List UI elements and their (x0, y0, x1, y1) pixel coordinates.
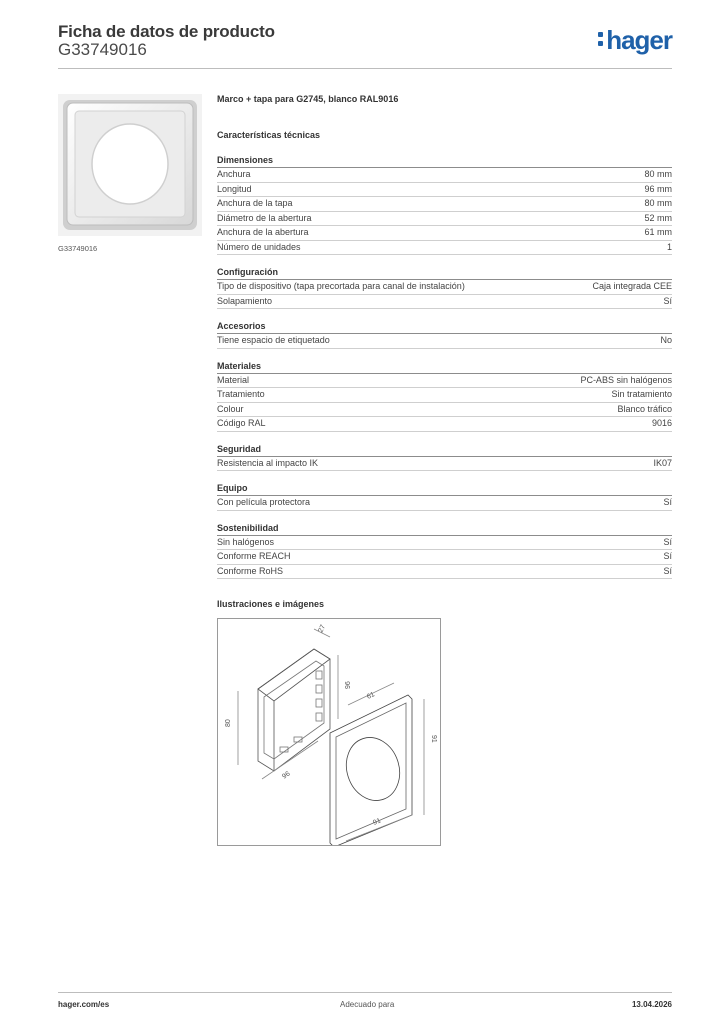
spec-row (217, 241, 672, 256)
spec-value: 96 mm (644, 183, 672, 194)
spec-group (217, 154, 672, 255)
spec-row (217, 334, 672, 349)
page-header (58, 20, 672, 69)
group-title: Accesorios (217, 320, 672, 334)
spec-value: 80 mm (644, 169, 672, 179)
spec-row (217, 280, 672, 295)
footer-note: Adecuado para (340, 1000, 395, 1009)
dim-opening: 61 (365, 691, 376, 701)
group-title: Equipo (217, 482, 672, 496)
spec-group (217, 360, 672, 432)
footer-date: 13.04.2026 (631, 1000, 672, 1009)
spec-row (217, 226, 672, 241)
spec-label: Longitud (217, 183, 252, 194)
illustrations-title: Ilustraciones e imágenes (217, 599, 325, 609)
spec-label: Código RAL (217, 418, 266, 428)
spec-label: Diámetro de la abertura (217, 212, 312, 223)
dim-cover-width: 91 (372, 817, 382, 827)
spec-row (217, 457, 672, 472)
spec-row (217, 496, 672, 511)
spec-row (217, 197, 672, 212)
spec-row (217, 536, 672, 551)
spec-label: Solapamiento (217, 295, 273, 306)
tech-section-title: Características técnicas (217, 130, 321, 140)
spec-value: Sí (663, 497, 672, 507)
spec-label: Tiene espacio de etiquetado (217, 335, 330, 345)
page-title: Ficha de datos de producto (58, 22, 275, 41)
spec-value: 52 mm (644, 212, 672, 223)
dim-width: 80 (225, 719, 232, 727)
footer-website[interactable]: hager.com/es (58, 1000, 110, 1009)
spec-row (217, 295, 672, 310)
spec-row (217, 550, 672, 565)
spec-label: Anchura (217, 169, 251, 179)
dim-depth: 27 (317, 623, 328, 634)
technical-drawing (217, 618, 441, 846)
spec-label: Resistencia al impacto IK (217, 457, 319, 468)
spec-value: No (660, 335, 672, 345)
spec-value: Caja integrada CEE (592, 281, 672, 291)
dim-length: 96 (281, 770, 292, 781)
group-title: Materiales (217, 360, 672, 374)
spec-label: Tratamiento (217, 389, 265, 399)
spec-row (217, 212, 672, 227)
product-name: Marco + tapa para G2745, blanco RAL9016 (217, 94, 399, 104)
frame-photo-icon (58, 94, 202, 236)
spec-value: Sí (663, 295, 672, 306)
group-title: Seguridad (217, 443, 672, 457)
spec-label: Tipo de dispositivo (tapa precortada para canal de instalación) (217, 281, 465, 291)
photo-caption: G33749016 (58, 244, 98, 253)
group-title: Dimensiones (217, 154, 672, 168)
spec-label: Anchura de la abertura (217, 227, 309, 237)
spec-row (217, 374, 672, 389)
spec-label: Anchura de la tapa (217, 198, 293, 208)
spec-value: IK07 (653, 457, 672, 468)
group-title: Configuración (217, 266, 672, 280)
spec-row (217, 168, 672, 183)
spec-value: 1 (666, 241, 672, 252)
spec-row (217, 403, 672, 418)
spec-value: PC-ABS sin halógenos (580, 374, 672, 385)
spec-value: Blanco tráfico (617, 403, 672, 414)
spec-content (217, 92, 672, 611)
group-title: Sostenibilidad (217, 522, 672, 536)
spec-value: 9016 (651, 418, 672, 428)
spec-group (217, 443, 672, 472)
spec-group (217, 266, 672, 309)
spec-label: Material (217, 374, 250, 385)
spec-row (217, 388, 672, 403)
spec-row (217, 417, 672, 432)
spec-label: Con película protectora (217, 497, 311, 507)
spec-row (217, 183, 672, 198)
logo-text: hager (606, 25, 672, 55)
product-code: G33749016 (58, 40, 147, 59)
spec-value: Sí (663, 565, 672, 576)
dimension-drawing-icon (218, 619, 440, 845)
spec-group (217, 522, 672, 580)
hager-logo (598, 26, 672, 54)
spec-value: Sin tratamiento (611, 389, 672, 399)
spec-group (217, 320, 672, 349)
logo-colon-icon (598, 32, 605, 52)
spec-label: Conforme REACH (217, 551, 291, 561)
spec-value: Sí (663, 536, 672, 547)
page-footer (58, 992, 672, 1017)
spec-label: Colour (217, 403, 244, 414)
spec-value: Sí (663, 551, 672, 561)
product-photo (58, 94, 202, 236)
spec-value: 61 mm (644, 227, 672, 237)
spec-groups (217, 154, 672, 579)
spec-value: 80 mm (644, 198, 672, 208)
spec-label: Conforme RoHS (217, 565, 284, 576)
dim-height: 96 (345, 681, 352, 689)
spec-group (217, 482, 672, 511)
spec-label: Número de unidades (217, 241, 301, 252)
dim-cover-height: 91 (430, 735, 437, 743)
spec-row (217, 565, 672, 580)
spec-label: Sin halógenos (217, 536, 275, 547)
